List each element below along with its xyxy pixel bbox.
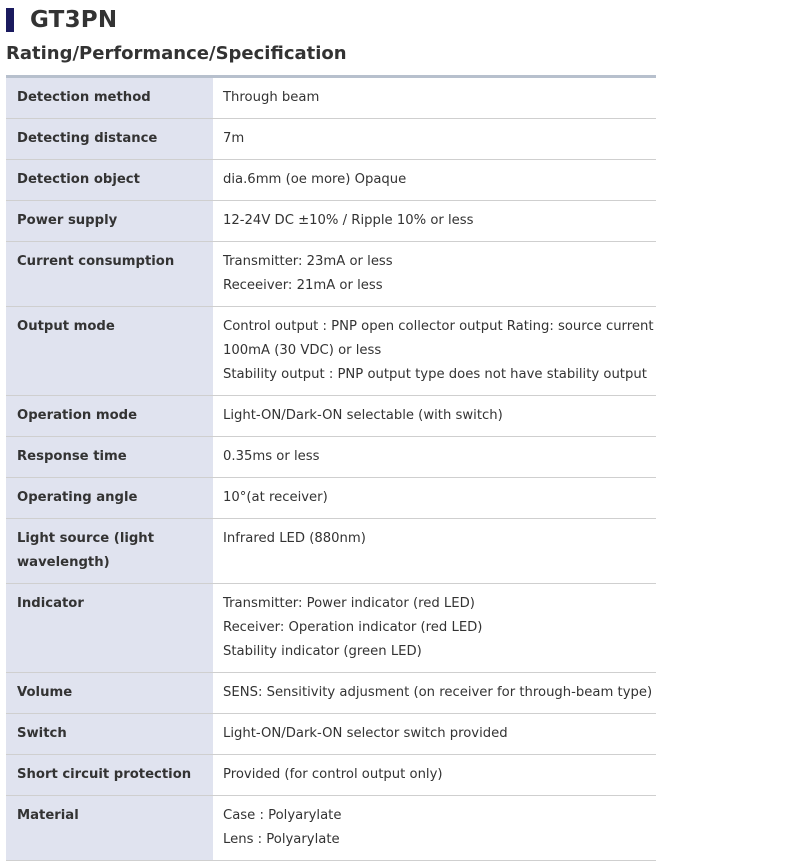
spec-value-line: Transmitter: Power indicator (red LED) bbox=[223, 596, 475, 611]
page-title-bar bbox=[6, 6, 117, 34]
spec-value bbox=[213, 673, 656, 714]
spec-row-detecting-distance bbox=[6, 119, 656, 160]
spec-label: Output mode bbox=[6, 307, 213, 396]
spec-value bbox=[213, 796, 656, 861]
spec-row-output-mode bbox=[6, 307, 656, 396]
spec-value bbox=[213, 160, 656, 201]
spec-value-line: Light-ON/Dark-ON selector switch provided bbox=[223, 726, 508, 741]
spec-value bbox=[213, 307, 656, 396]
spec-label: Switch bbox=[6, 714, 213, 755]
section-heading: Rating/Performance/Specification bbox=[6, 43, 347, 64]
spec-label: Detection method bbox=[6, 77, 213, 119]
spec-label: Short circuit protection bbox=[6, 755, 213, 796]
spec-label: Detection object bbox=[6, 160, 213, 201]
spec-row-material bbox=[6, 796, 656, 861]
spec-value-line: Provided (for control output only) bbox=[223, 767, 443, 782]
spec-row-power-supply bbox=[6, 201, 656, 242]
spec-row-operation-mode bbox=[6, 396, 656, 437]
spec-value bbox=[213, 478, 656, 519]
spec-value-line: 12-24V DC ±10% / Ripple 10% or less bbox=[223, 213, 474, 228]
spec-value bbox=[213, 77, 656, 119]
spec-value-line: Receiver: Operation indicator (red LED) bbox=[223, 620, 483, 635]
spec-value-line: Stability output : PNP output type does not have stability output bbox=[223, 367, 647, 382]
spec-row-operating-angle bbox=[6, 478, 656, 519]
spec-row-switch bbox=[6, 714, 656, 755]
spec-label: Operation mode bbox=[6, 396, 213, 437]
page-title: GT3PN bbox=[30, 7, 118, 33]
spec-value bbox=[213, 201, 656, 242]
spec-label: Power supply bbox=[6, 201, 213, 242]
spec-value-line: dia.6mm (oe more) Opaque bbox=[223, 172, 407, 187]
spec-value-line: Stability indicator (green LED) bbox=[223, 644, 422, 659]
spec-value bbox=[213, 714, 656, 755]
spec-value-line: Through beam bbox=[223, 90, 320, 105]
spec-value-line: Lens : Polyarylate bbox=[223, 832, 340, 847]
spec-row-indicator bbox=[6, 584, 656, 673]
spec-value bbox=[213, 396, 656, 437]
spec-value bbox=[213, 242, 656, 307]
spec-value-line: Control output : PNP open collector output Rating: source current bbox=[223, 319, 654, 334]
spec-value-line: 0.35ms or less bbox=[223, 449, 320, 464]
spec-value-line: Case : Polyarylate bbox=[223, 808, 342, 823]
spec-label: Volume bbox=[6, 673, 213, 714]
spec-label: Operating angle bbox=[6, 478, 213, 519]
spec-label: Current consumption bbox=[6, 242, 213, 307]
spec-label: Detecting distance bbox=[6, 119, 213, 160]
spec-value-line: Light-ON/Dark-ON selectable (with switch) bbox=[223, 408, 503, 423]
spec-label: Response time bbox=[6, 437, 213, 478]
spec-value-line: Receeiver: 21mA or less bbox=[223, 278, 383, 293]
spec-row-light-source-light-wavelength bbox=[6, 519, 656, 584]
spec-label: Light source (light wavelength) bbox=[6, 519, 213, 584]
spec-row-detection-object bbox=[6, 160, 656, 201]
spec-label: Indicator bbox=[6, 584, 213, 673]
spec-value bbox=[213, 119, 656, 160]
spec-label: Material bbox=[6, 796, 213, 861]
spec-value-line: Infrared LED (880nm) bbox=[223, 531, 366, 546]
spec-value-line: 100mA (30 VDC) or less bbox=[223, 343, 382, 358]
spec-value bbox=[213, 584, 656, 673]
spec-value-line: Transmitter: 23mA or less bbox=[223, 254, 393, 269]
title-marker bbox=[6, 8, 14, 32]
spec-value-line: SENS: Sensitivity adjusment (on receiver for through-beam type) bbox=[223, 685, 653, 700]
spec-value-line: 10°(at receiver) bbox=[223, 490, 328, 505]
spec-row-detection-method bbox=[6, 77, 656, 119]
spec-row-response-time bbox=[6, 437, 656, 478]
spec-value bbox=[213, 755, 656, 796]
spec-row-short-circuit-protection bbox=[6, 755, 656, 796]
spec-value-line: 7m bbox=[223, 131, 245, 146]
spec-row-volume bbox=[6, 673, 656, 714]
spec-row-current-consumption bbox=[6, 242, 656, 307]
spec-value bbox=[213, 519, 656, 584]
specification-table bbox=[6, 75, 656, 861]
spec-value bbox=[213, 437, 656, 478]
